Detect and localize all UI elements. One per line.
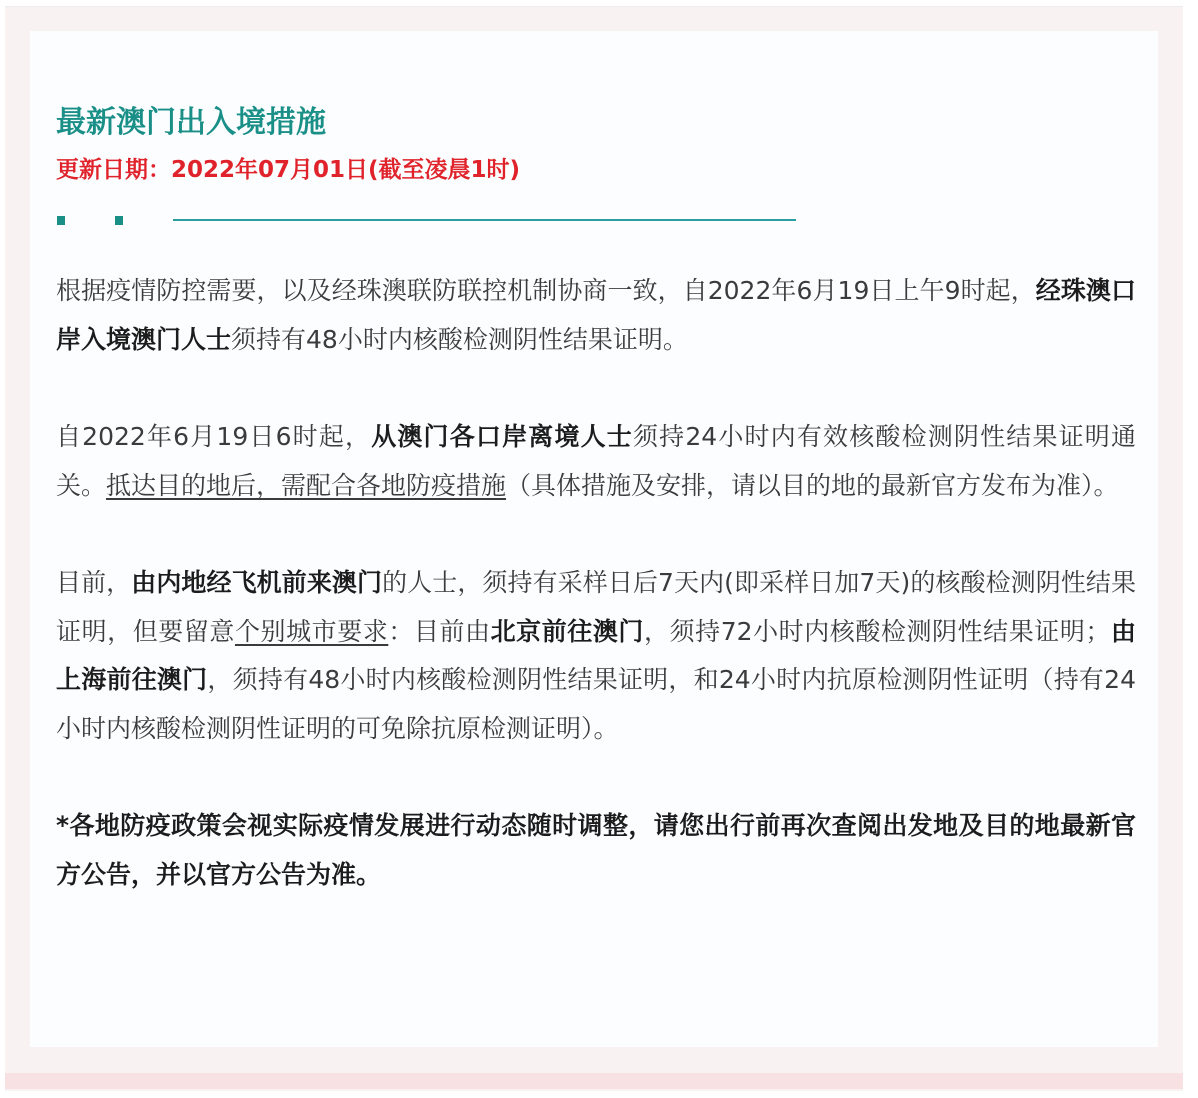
destination-measures-link[interactable]: 抵达目的地后，需配合各地防疫措施 [106, 470, 507, 500]
text-segment: ：目前由 [388, 616, 491, 646]
text-segment: ，须持有48小时内核酸检测阴性结果证明，和24小时内抗原检测阴性证明（持有24小时内核酸检测阴性证明的可免除抗原检测证明）。 [56, 665, 1136, 743]
emphasis-text: 由上海前往澳门 [56, 616, 1136, 694]
divider-line [173, 219, 796, 221]
text-segment: ，须持72小时内核酸检测阴性结果证明； [644, 616, 1111, 646]
decorative-dot [115, 216, 123, 225]
text-segment: （具体措施及安排，请以目的地的最新官方发布为准）。 [506, 470, 1119, 500]
content-card [30, 31, 1158, 1047]
text-segment: 须持有48小时内核酸检测阴性结果证明。 [231, 324, 688, 354]
page-title: 最新澳门出入境措施 [56, 105, 326, 140]
text-segment: 的人士，须持有采样日后7天内(即采样日加7天)的核酸检测阴性结果证明，但要留意 [56, 568, 1136, 646]
text-segment: 须持24小时内有效核酸检测阴性结果证明通关。 [56, 422, 1136, 500]
paragraph-1 [56, 267, 1136, 364]
page-frame [5, 6, 1183, 1091]
disclaimer-note: *各地防疫政策会视实际疫情发展进行动态随时调整，请您出行前再次查阅出发地及目的地最新官方公告，并以官方公告为准。 [56, 811, 1136, 889]
footer-band [5, 1073, 1183, 1089]
city-requirements-link[interactable]: 个别城市要求 [234, 616, 389, 646]
decorative-dot [57, 216, 65, 225]
update-date: 更新日期：2022年07月01日(截至凌晨1时) [56, 157, 521, 183]
paragraph-3 [56, 559, 1136, 753]
text-segment: 目前， [56, 568, 132, 597]
text-segment: 自2022年6月19日6时起， [56, 422, 372, 451]
emphasis-text: 从澳门各口岸离境人士 [371, 422, 633, 451]
emphasis-text: 由内地经飞机前来澳门 [131, 568, 383, 597]
article-body [56, 267, 1136, 948]
text-segment: 根据疫情防控需要，以及经珠澳联防联控机制协商一致，自2022年6月19日上午9时起， [56, 276, 1036, 305]
emphasis-text: 经珠澳口岸入境澳门人士 [56, 276, 1136, 354]
emphasis-text: 北京前往澳门 [490, 616, 644, 646]
paragraph-2 [56, 413, 1136, 510]
